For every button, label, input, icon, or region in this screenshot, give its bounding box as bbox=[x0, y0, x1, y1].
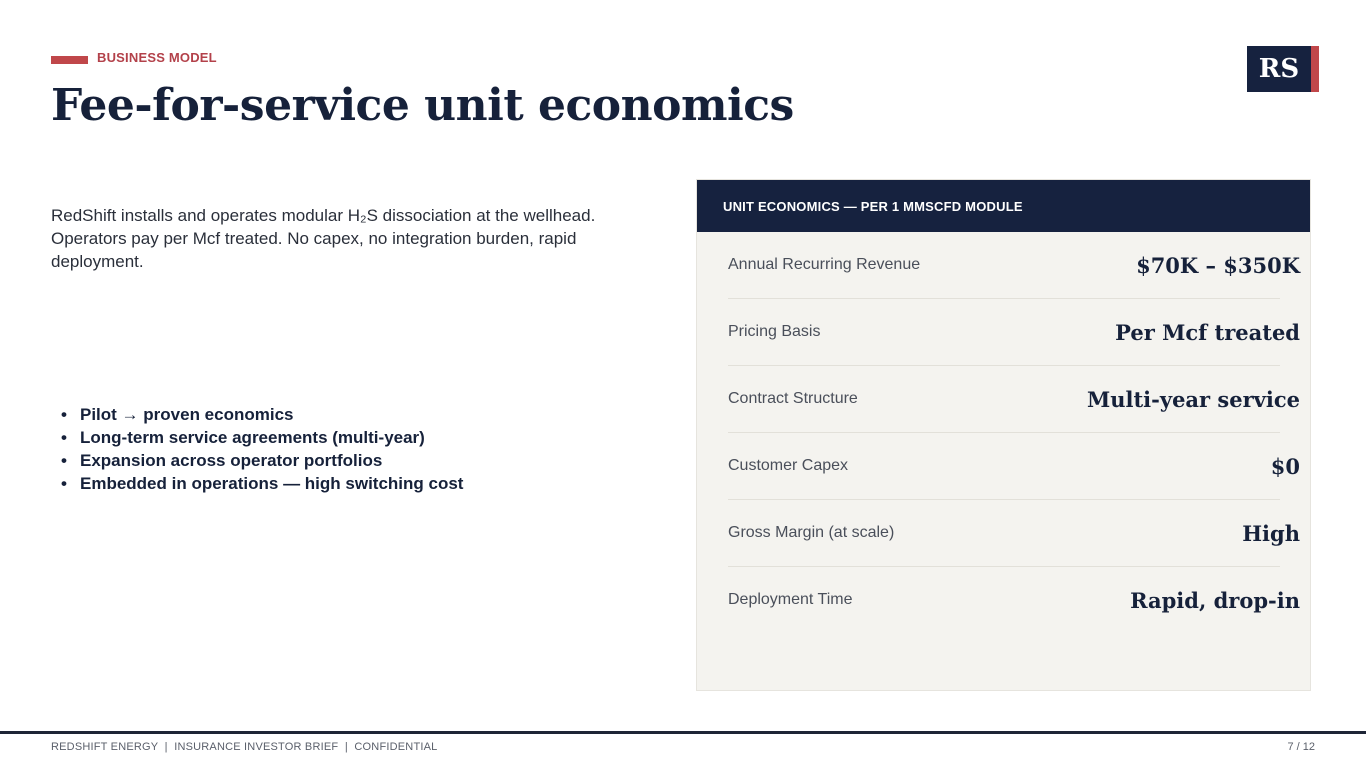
metric-label: Deployment Time bbox=[728, 591, 853, 608]
table-row bbox=[728, 299, 1300, 366]
metric-value: Rapid, drop-in bbox=[1130, 587, 1300, 613]
list-item-text: Embedded in operations — high switching cost bbox=[80, 474, 464, 493]
key-points-list bbox=[51, 403, 611, 495]
bullet-icon: • bbox=[61, 474, 67, 493]
list-item bbox=[51, 449, 611, 472]
unit-economics-card bbox=[696, 179, 1311, 691]
metric-label: Pricing Basis bbox=[728, 323, 821, 340]
bullet-icon: • bbox=[61, 451, 67, 470]
table-row bbox=[728, 567, 1300, 633]
table-row bbox=[728, 232, 1300, 299]
company-logo: RS bbox=[1247, 46, 1319, 92]
metric-label: Annual Recurring Revenue bbox=[728, 256, 921, 273]
list-item bbox=[51, 472, 611, 495]
eyebrow-accent-bar bbox=[51, 56, 88, 64]
page-number: 7 / 12 bbox=[1287, 741, 1315, 753]
metrics-table bbox=[697, 232, 1310, 633]
intro-paragraph: RedShift installs and operates modular H₂S dissociation at the wellhead. Operators pay per Mcf treated. No capex, no integration burden, rapid deployment. bbox=[51, 206, 596, 271]
metric-label: Customer Capex bbox=[728, 457, 849, 474]
section-eyebrow: BUSINESS MODEL bbox=[97, 50, 217, 65]
footer-divider bbox=[0, 731, 1366, 734]
footer-credits: REDSHIFT ENERGY | INSURANCE INVESTOR BRIEF | CONFIDENTIAL bbox=[51, 741, 438, 753]
bullet-icon: • bbox=[61, 405, 67, 424]
list-item bbox=[51, 403, 611, 426]
metric-label: Gross Margin (at scale) bbox=[728, 524, 895, 541]
table-row bbox=[728, 366, 1300, 433]
metric-value: Multi-year service bbox=[1086, 386, 1300, 412]
metric-value: $70K – $350K bbox=[1136, 252, 1300, 278]
table-row bbox=[728, 500, 1300, 567]
table-row bbox=[728, 433, 1300, 500]
list-item-text: Pilot → proven economics bbox=[80, 405, 294, 424]
metric-value: $0 bbox=[1270, 453, 1300, 479]
list-item bbox=[51, 426, 611, 449]
list-item-text: Long-term service agreements (multi-year) bbox=[80, 428, 425, 447]
bullet-icon: • bbox=[61, 428, 67, 447]
list-item-text: Expansion across operator portfolios bbox=[80, 451, 383, 470]
metric-value: Per Mcf treated bbox=[1115, 319, 1300, 345]
page-title: Fee-for-service unit economics bbox=[51, 80, 794, 131]
card-header: UNIT ECONOMICS — PER 1 MMSCFD MODULE bbox=[697, 180, 1310, 232]
metric-label: Contract Structure bbox=[728, 390, 858, 407]
metric-value: High bbox=[1242, 520, 1300, 546]
